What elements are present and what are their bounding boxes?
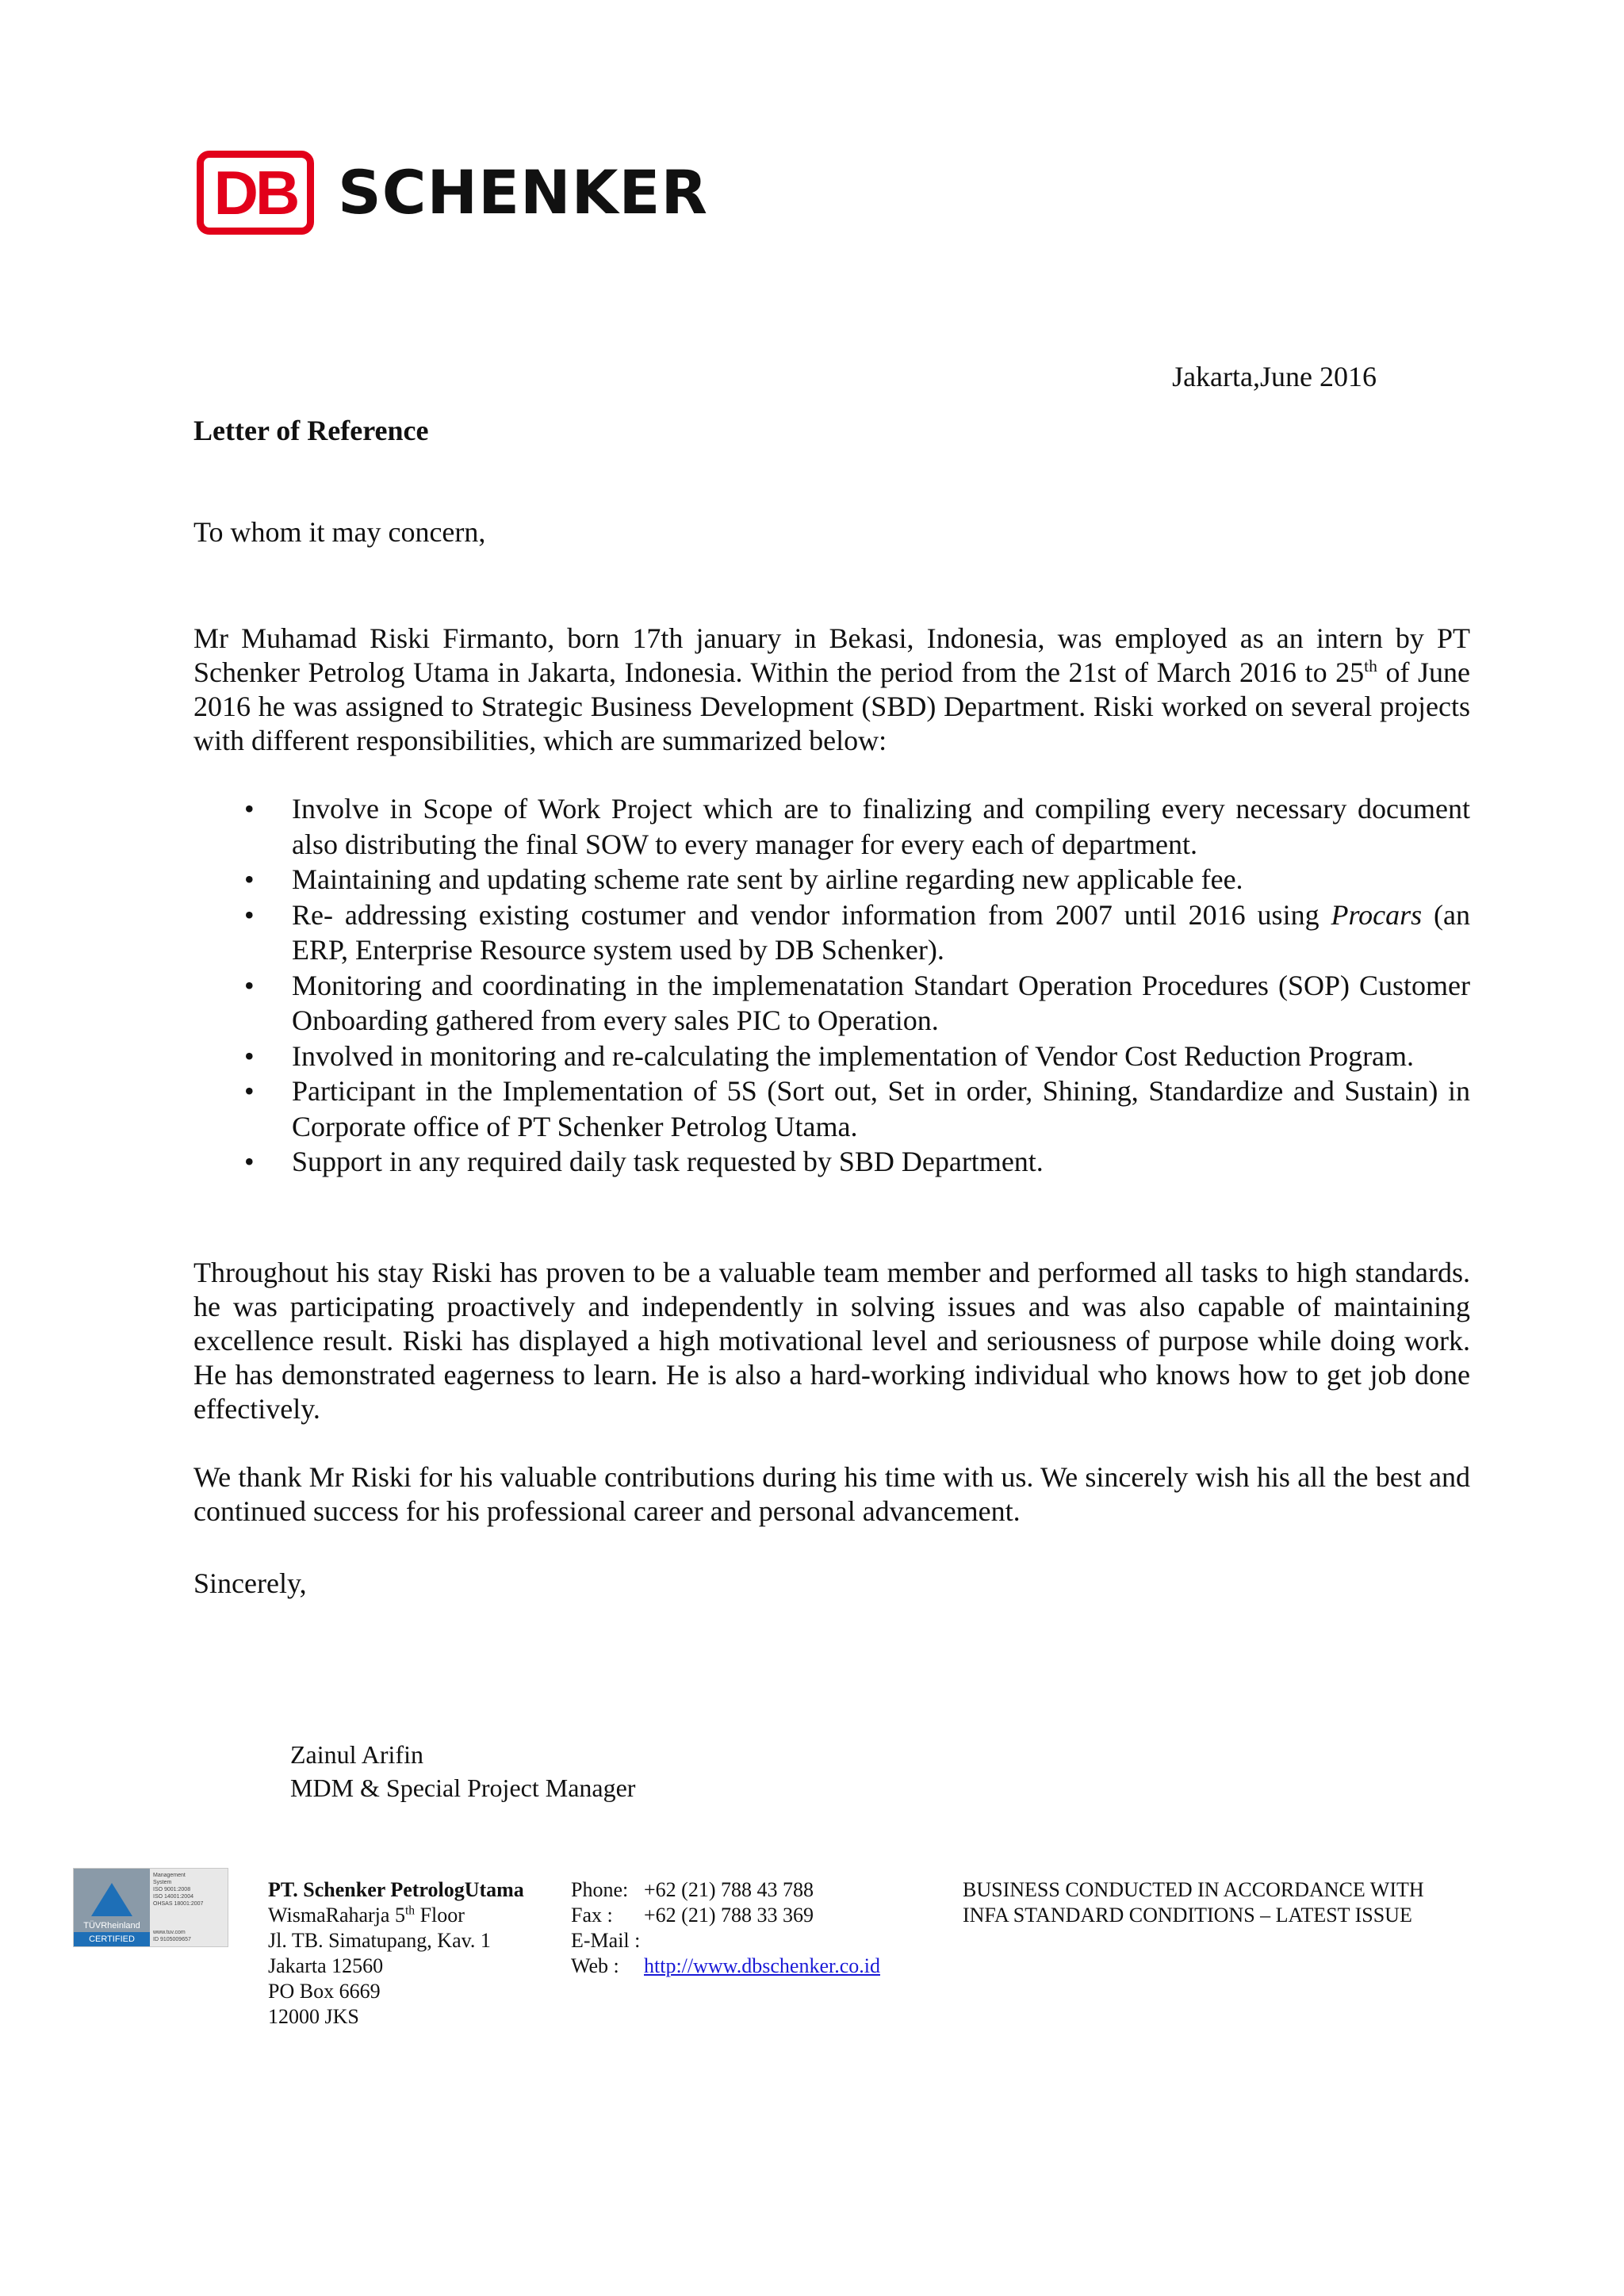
evaluation-paragraph: Throughout his stay Riski has proven to be a valuable team member and performed all tasks to high standards. he was participating proactively and independently in solving issues and was also capable of maintaining excellence result. Riski has displayed a high motivational level and seriousness of purpose while doing work. He has demonstrated eagerness to learn. He is also a hard-working individual who knows how to get job done effectively. xyxy=(193,1257,1470,1425)
list-item-text: Support in any required daily task requested by SBD Department. xyxy=(292,1146,1044,1177)
list-item xyxy=(193,791,1470,862)
salutation: To whom it may concern, xyxy=(193,516,486,548)
letter-title: Letter of Reference xyxy=(193,415,429,446)
signer-name: Zainul Arifin xyxy=(290,1740,423,1769)
cert-line: ISO 9001:2008 xyxy=(153,1887,191,1892)
tuv-logo xyxy=(74,1869,150,1946)
list-item-text: Monitoring and coordinating in the implemenatation Standart Operation Procedures (SOP) Customer Onboarding gathered from every sales PIC to Operation. xyxy=(292,969,1470,1036)
phone-label: Phone: xyxy=(571,1878,629,1901)
tuv-brand: TÜVRheinland xyxy=(83,1921,140,1931)
list-item xyxy=(193,1144,1470,1180)
cert-line: OHSAS 18001:2007 xyxy=(153,1901,204,1907)
list-item-text: Involved in monitoring and re-calculating the implementation of Vendor Cost Reduction Program. xyxy=(292,1039,1415,1072)
cert-line: System xyxy=(153,1880,172,1885)
cert-line: ISO 14001:2004 xyxy=(153,1894,193,1900)
web-label: Web : xyxy=(571,1954,619,1977)
footer-address-line: PO Box 6669 xyxy=(268,1980,381,2003)
phone-row xyxy=(571,1877,880,1903)
website-link[interactable]: http://www.dbschenker.co.id xyxy=(644,1954,880,1977)
intro-text-part2: of June 2016 he was assigned to Strategic Business Development (SBD) Department. Riski worked on several projects with different responsibilities, which are summarized below: xyxy=(193,656,1470,756)
fax-row xyxy=(571,1903,880,1928)
intro-paragraph xyxy=(193,622,1470,758)
intro-superscript: th xyxy=(1364,656,1377,675)
cert-line: ID 9105009657 xyxy=(153,1937,191,1942)
business-line: BUSINESS CONDUCTED IN ACCORDANCE WITH xyxy=(963,1878,1424,1901)
list-item-text: Maintaining and updating scheme rate sent by airline regarding new applicable fee. xyxy=(292,863,1243,895)
logo-wordmark: SCHENKER xyxy=(338,157,708,228)
letter-date: Jakarta,June 2016 xyxy=(1172,361,1377,392)
intro-text-part1: Mr Muhamad Riski Firmanto, born 17th january in Bekasi, Indonesia, was employed as an intern by PT Schenker Petrolog Utama in Jakarta, Indonesia. Within the period from the 21st of March 2016 to 25 xyxy=(193,622,1470,688)
footer-address-line xyxy=(268,1903,524,1928)
responsibilities-list xyxy=(193,791,1470,1180)
address-text: WismaRaharja 5 xyxy=(268,1904,405,1927)
fax-label: Fax : xyxy=(571,1904,613,1927)
address-superscript: th xyxy=(404,1904,416,1918)
footer-address-line: 12000 JKS xyxy=(268,2005,359,2028)
tuv-certification-badge xyxy=(73,1868,228,1947)
list-item xyxy=(193,862,1470,897)
phone-value: +62 (21) 788 43 788 xyxy=(644,1878,814,1901)
tuv-triangle-icon xyxy=(91,1883,132,1916)
closing: Sincerely, xyxy=(193,1567,307,1599)
list-item-text: Involve in Scope of Work Project which are to finalizing and compiling every necessary document also distributing the final SOW to every manager for every each of department. xyxy=(292,793,1470,860)
list-item xyxy=(193,1073,1470,1144)
email-label: E-Mail : xyxy=(571,1929,641,1952)
cert-details xyxy=(150,1869,228,1946)
web-row xyxy=(571,1954,880,1979)
footer-company-name: PT. Schenker PetrologUtama xyxy=(268,1878,524,1901)
email-row xyxy=(571,1928,880,1954)
signature-block xyxy=(290,1738,635,1804)
cert-line: Management xyxy=(153,1873,186,1878)
list-item-emphasis: Procars xyxy=(1331,898,1423,931)
thanks-paragraph: We thank Mr Riski for his valuable contributions during his time with us. We sincerely wish his all the best and continued success for his professional career and personal advancement. xyxy=(193,1461,1470,1527)
business-line: INFA STANDARD CONDITIONS – LATEST ISSUE xyxy=(963,1904,1412,1927)
fax-value: +62 (21) 788 33 369 xyxy=(644,1904,814,1927)
footer-contact xyxy=(571,1877,880,1979)
db-logo-mark: DB xyxy=(197,151,314,235)
cert-line: www.tuv.com xyxy=(153,1930,186,1935)
address-text: Floor xyxy=(415,1904,465,1927)
signer-role: MDM & Special Project Manager xyxy=(290,1774,636,1802)
list-item-text-after: (an ERP, Enterprise Resource system used by DB Schenker). xyxy=(292,898,1470,966)
footer-business-conditions xyxy=(963,1877,1424,1928)
list-item xyxy=(193,968,1470,1039)
list-item xyxy=(193,1039,1470,1074)
list-item-text: Participant in the Implementation of 5S (Sort out, Set in order, Shining, Standardize and Sustain) in Corporate office of PT Schenker Petrolog Utama. xyxy=(292,1075,1470,1142)
company-logo xyxy=(197,151,708,235)
list-item-text: Re- addressing existing costumer and vendor information from 2007 until 2016 using xyxy=(292,898,1331,931)
list-item xyxy=(193,897,1470,968)
footer-address xyxy=(268,1877,524,2030)
footer-address-line: Jakarta 12560 xyxy=(268,1954,384,1977)
footer-address-line: Jl. TB. Simatupang, Kav. 1 xyxy=(268,1929,491,1952)
certified-label: CERTIFIED xyxy=(74,1932,150,1946)
